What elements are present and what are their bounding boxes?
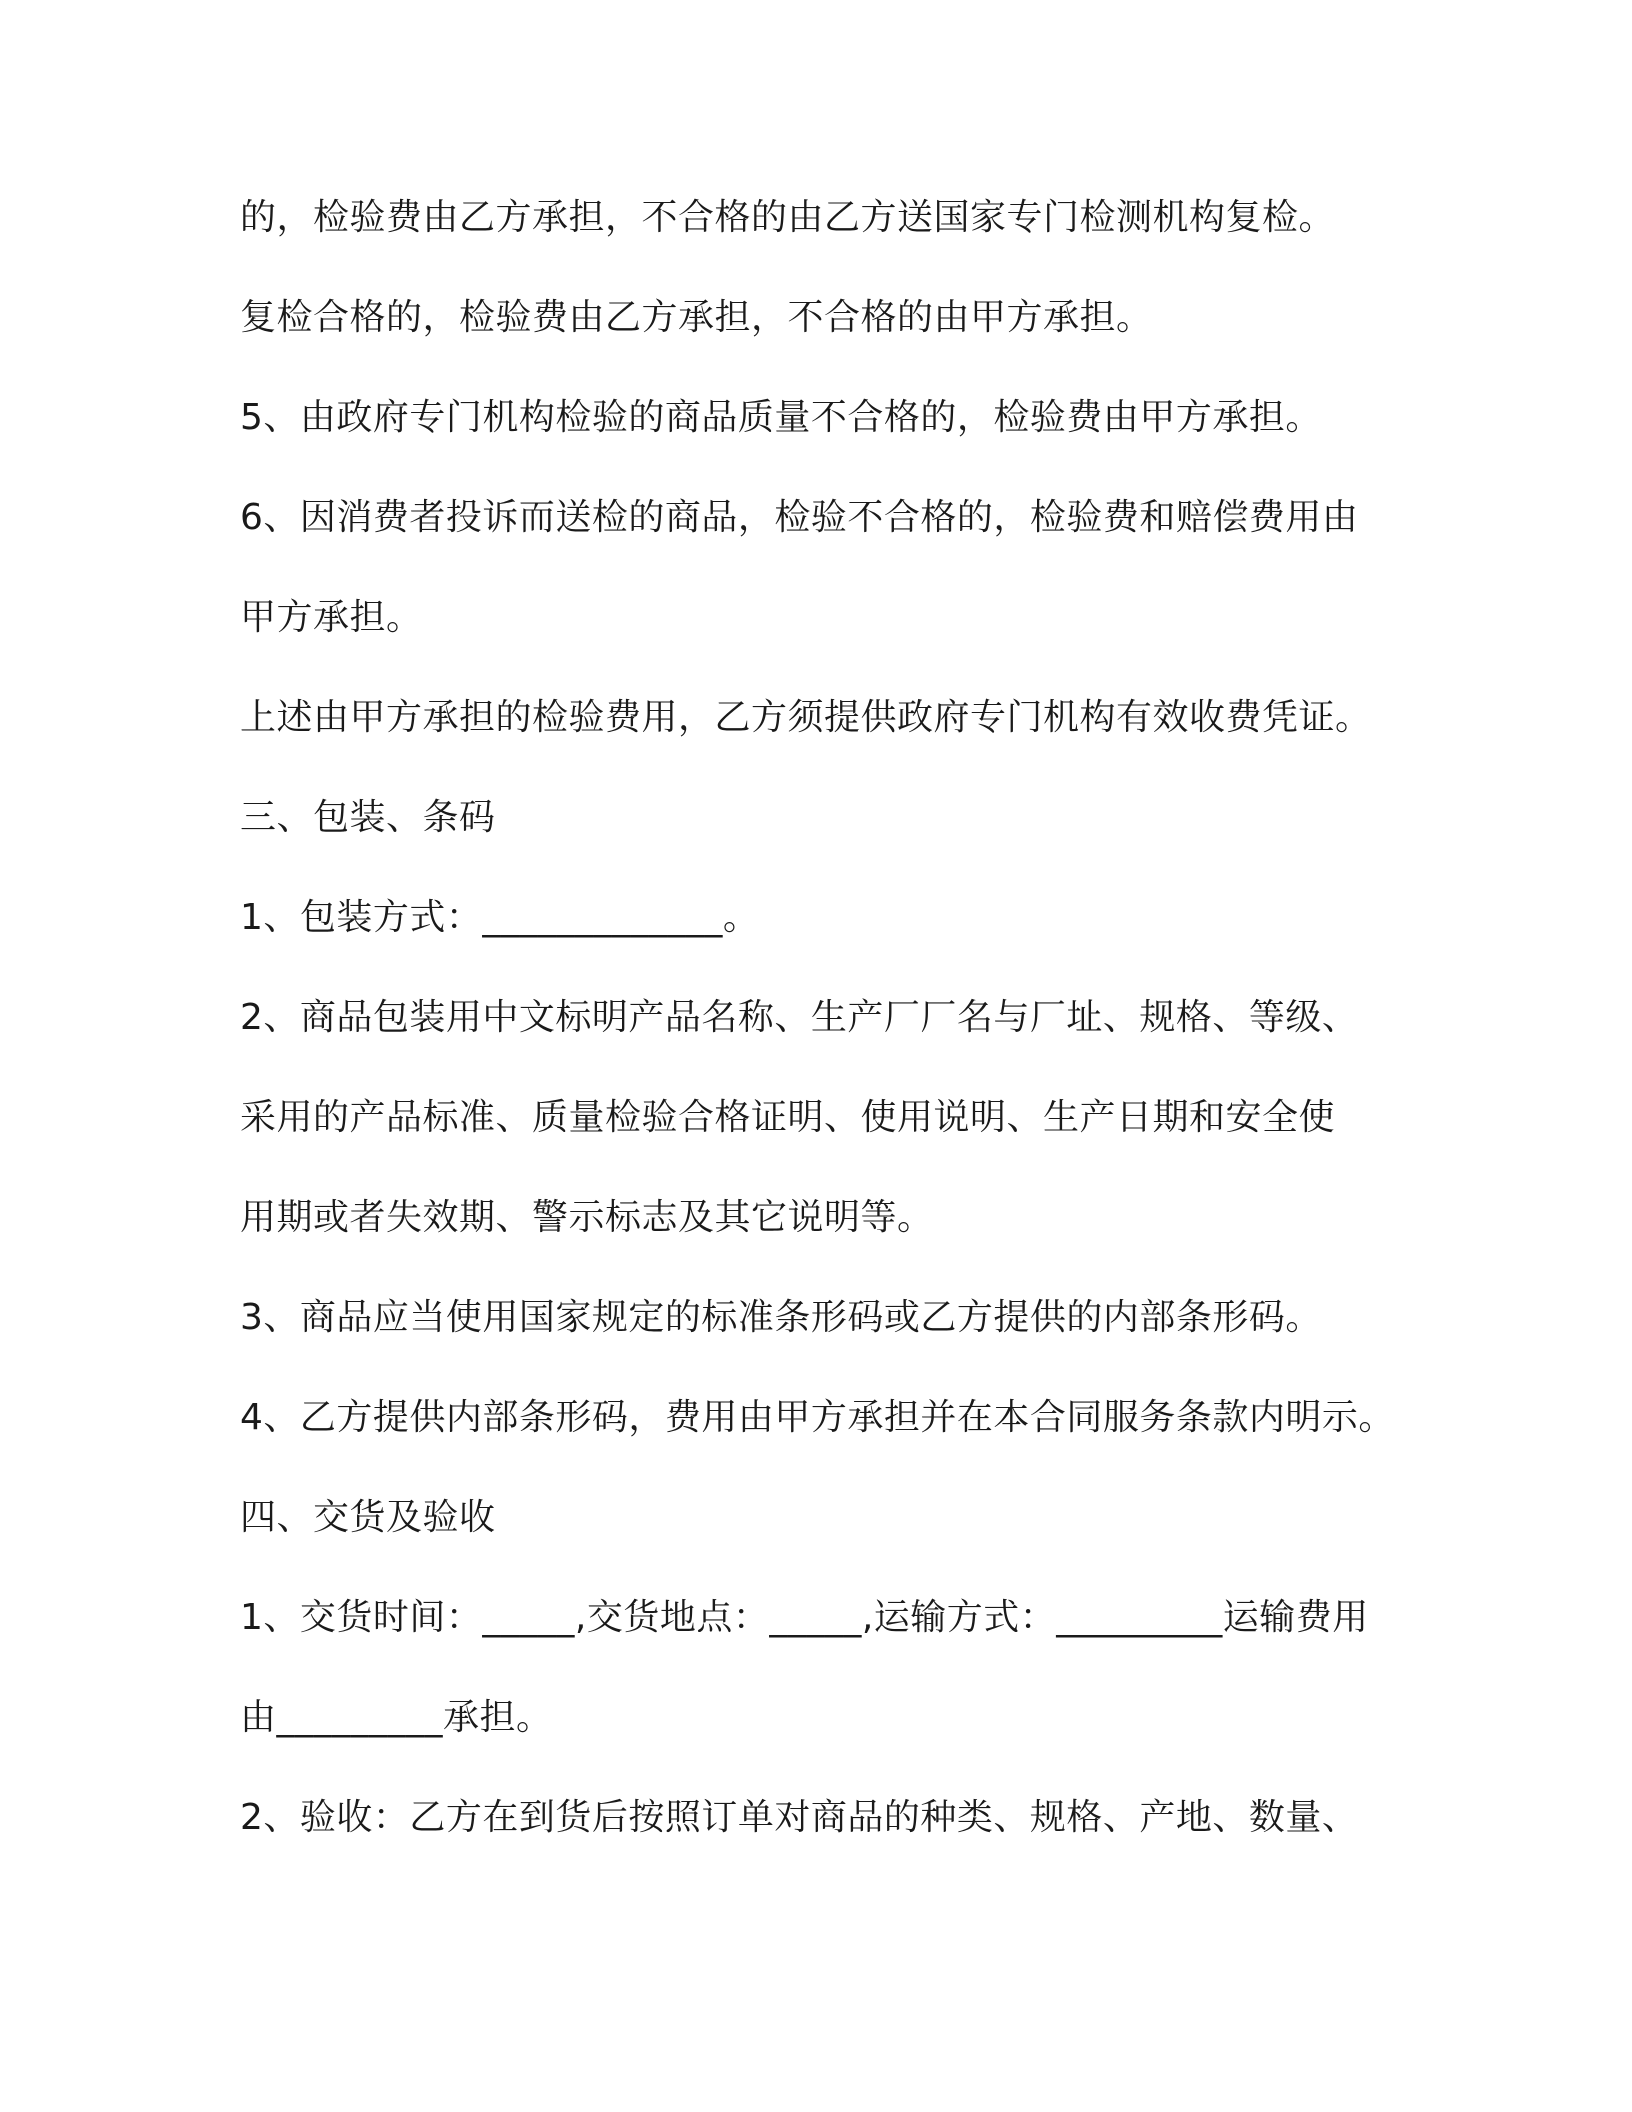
paragraph-line: 采用的产品标准、质量检验合格证明、使用说明、生产日期和安全使 [240, 1097, 1336, 1138]
paragraph-line: 用期或者失效期、警示标志及其它说明等。 [240, 1197, 934, 1238]
section-heading: 四、交货及验收 [240, 1497, 496, 1538]
paragraph-line: 1、交货时间：_____,交货地点：_____,运输方式：_________运输费用 [240, 1597, 1369, 1638]
paragraph-line: 4、乙方提供内部条形码，费用由甲方承担并在本合同服务条款内明示。 [240, 1397, 1395, 1438]
paragraph-line: 1、包装方式：_____________。 [240, 897, 760, 938]
paragraph-line: 由_________承担。 [240, 1697, 553, 1738]
paragraph-line: 6、因消费者投诉而送检的商品，检验不合格的，检验费和赔偿费用由 [240, 497, 1359, 538]
paragraph-line: 的，检验费由乙方承担，不合格的由乙方送国家专门检测机构复检。 [240, 197, 1336, 238]
paragraph-line: 甲方承担。 [240, 597, 423, 638]
paragraph-line: 2、商品包装用中文标明产品名称、生产厂厂名与厂址、规格、等级、 [240, 997, 1359, 1038]
paragraph-line: 5、由政府专门机构检验的商品质量不合格的，检验费由甲方承担。 [240, 397, 1322, 438]
paragraph-line: 复检合格的，检验费由乙方承担，不合格的由甲方承担。 [240, 297, 1153, 338]
paragraph-line: 2、验收：乙方在到货后按照订单对商品的种类、规格、产地、数量、 [240, 1797, 1359, 1838]
section-heading: 三、包装、条码 [240, 797, 496, 838]
paragraph-line: 上述由甲方承担的检验费用，乙方须提供政府专门机构有效收费凭证。 [240, 697, 1372, 738]
paragraph-line: 3、商品应当使用国家规定的标准条形码或乙方提供的内部条形码。 [240, 1297, 1322, 1338]
